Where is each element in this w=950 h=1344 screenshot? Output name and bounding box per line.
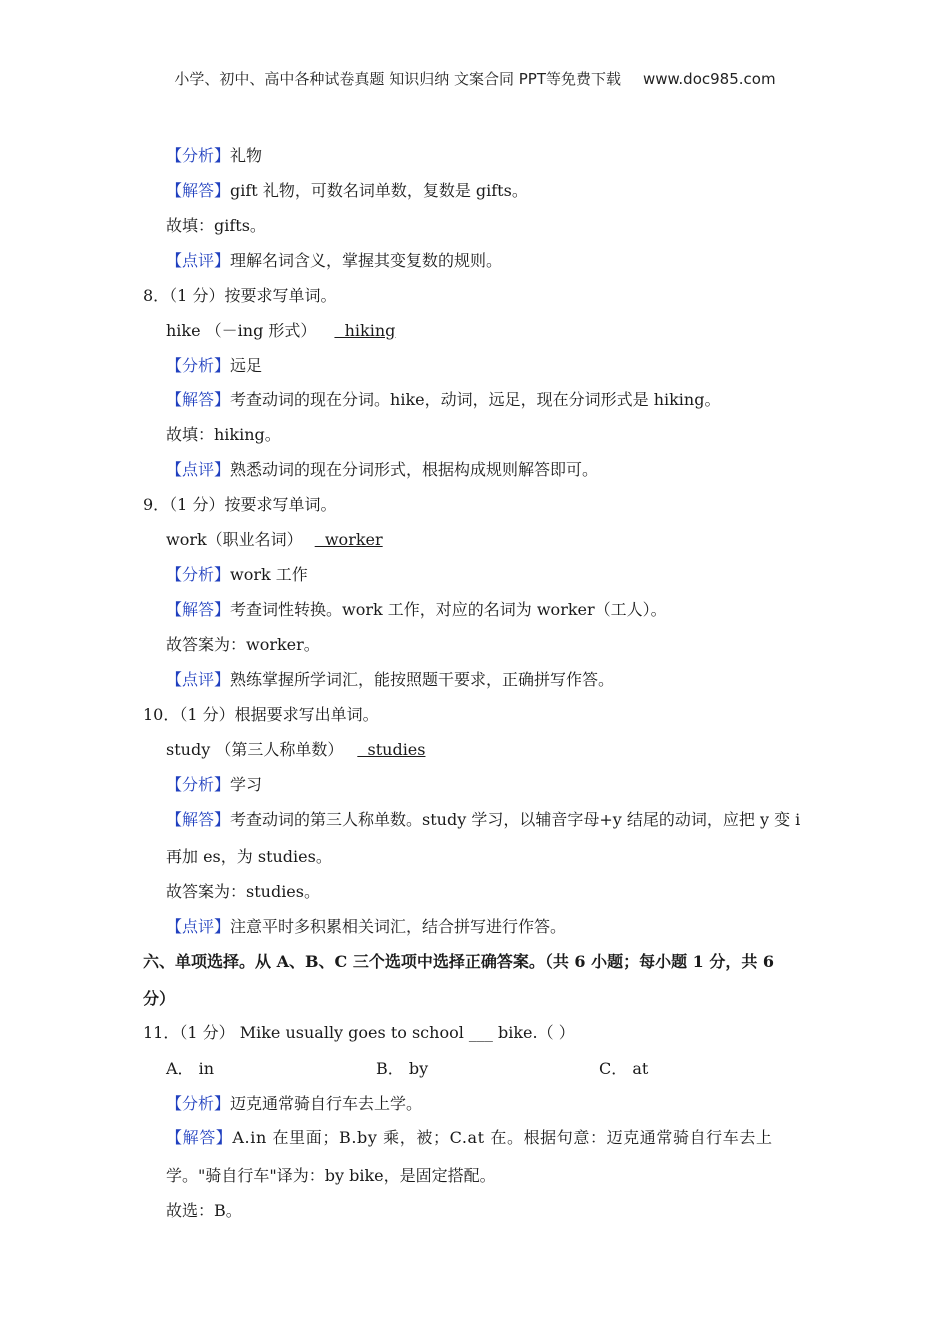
q10-answer-cont: 再加 es，为 studies。	[166, 847, 332, 866]
section6-title-cont: 分）	[143, 989, 176, 1008]
q7-answer: 【解答】gift 礼物，可数名词单数，复数是 gifts。	[166, 181, 528, 200]
comment-tag: 【点评】	[166, 670, 231, 689]
answer-tag: 【解答】	[166, 600, 231, 619]
page-header	[0, 68, 950, 89]
q9-answer: 【解答】考查词性转换。work 工作，对应的名词为 worker（工人）。	[166, 600, 667, 619]
header-text: 小学、初中、高中各种试卷真题 知识归纳 文案合同 PPT等免费下载	[174, 70, 621, 88]
q9-answer-word: worker	[314, 530, 383, 549]
q7-comment: 【点评】理解名词含义，掌握其变复数的规则。	[166, 251, 503, 270]
q10-fill: 故答案为：studies。	[166, 882, 320, 901]
q10-stem: 10．（1 分）根据要求写出单词。	[143, 705, 379, 724]
header-site-link[interactable]: www.doc985.com	[642, 70, 776, 88]
comment-tag: 【点评】	[166, 917, 231, 936]
section6-title: 六、单项选择。从 A、B、C 三个选项中选择正确答案。（共 6 小题；每小题 1 分，共 6	[143, 952, 775, 971]
q10-analysis: 【分析】学习	[166, 775, 263, 794]
q8-answer: 【解答】考查动词的现在分词。hike，动词，远足，现在分词形式是 hiking。	[166, 390, 721, 409]
q11-option-c: C． at	[599, 1059, 649, 1078]
q9-fill: 故答案为：worker。	[166, 635, 320, 654]
q10-comment: 【点评】注意平时多积累相关词汇，结合拼写进行作答。	[166, 917, 567, 936]
q7-analysis: 【分析】礼物	[166, 146, 263, 165]
q11-answer-cont: 学。"骑自行车"译为：by bike，是固定搭配。	[166, 1166, 496, 1185]
q11-fill: 故选：B。	[166, 1201, 242, 1220]
q11-option-a: A． in	[166, 1059, 215, 1078]
q10-prompt: study （第三人称单数） studies	[166, 740, 426, 759]
q8-fill: 故填：hiking。	[166, 425, 281, 444]
q8-analysis: 【分析】远足	[166, 356, 263, 375]
analysis-tag: 【分析】	[166, 775, 231, 794]
q9-comment: 【点评】熟练掌握所学词汇，能按照题干要求，正确拼写作答。	[166, 670, 615, 689]
answer-tag: 【解答】	[166, 1128, 233, 1147]
q8-prompt: hike （－ing 形式） hiking	[166, 321, 396, 340]
analysis-tag: 【分析】	[166, 356, 231, 375]
analysis-tag: 【分析】	[166, 146, 231, 165]
answer-tag: 【解答】	[166, 810, 231, 829]
analysis-tag: 【分析】	[166, 1094, 231, 1113]
q8-comment: 【点评】熟悉动词的现在分词形式，根据构成规则解答即可。	[166, 460, 599, 479]
analysis-tag: 【分析】	[166, 565, 231, 584]
comment-tag: 【点评】	[166, 460, 231, 479]
answer-tag: 【解答】	[166, 181, 231, 200]
q11-analysis: 【分析】迈克通常骑自行车去上学。	[166, 1094, 423, 1113]
q9-stem: 9．（1 分）按要求写单词。	[143, 495, 337, 514]
q11-answer: 【解答】A.in 在里面；B.by 乘，被；C.at 在。根据句意：迈克通常骑自行车去上	[166, 1128, 773, 1147]
q10-answer-word: studies	[357, 740, 426, 759]
answer-tag: 【解答】	[166, 390, 231, 409]
q9-analysis: 【分析】work 工作	[166, 565, 308, 584]
q11-option-b: B． by	[376, 1059, 429, 1078]
q7-fill: 故填：gifts。	[166, 216, 266, 235]
q9-prompt: work（职业名词） worker	[166, 530, 383, 549]
q8-answer-word: hiking	[334, 321, 396, 340]
q11-stem: 11．（1 分） Mike usually goes to school ___ bike.（ ）	[143, 1023, 575, 1042]
q10-answer: 【解答】考查动词的第三人称单数。study 学习，以辅音字母+y 结尾的动词，应把 y 变 i	[166, 810, 801, 829]
q8-stem: 8．（1 分）按要求写单词。	[143, 286, 337, 305]
comment-tag: 【点评】	[166, 251, 231, 270]
